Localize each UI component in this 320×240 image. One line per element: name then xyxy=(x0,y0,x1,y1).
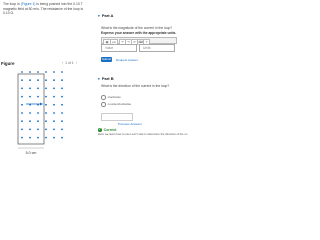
field-dot xyxy=(45,79,47,81)
submitted-answer-box xyxy=(101,113,133,121)
micro-mu-icon[interactable]: μA xyxy=(110,39,118,45)
field-dot xyxy=(37,88,39,90)
value-input[interactable] xyxy=(101,44,137,52)
figure-label: Figure xyxy=(1,61,15,66)
figure-pager xyxy=(62,61,77,65)
figure-link[interactable]: (Figure 1) xyxy=(20,2,36,6)
field-dot xyxy=(29,112,31,114)
part-b-header[interactable] xyxy=(98,76,114,81)
field-dot xyxy=(29,137,31,139)
field-dot xyxy=(21,104,23,106)
field-dot xyxy=(53,71,55,73)
redo-icon[interactable]: ↷ xyxy=(125,39,132,45)
field-dot xyxy=(21,120,23,122)
field-dot xyxy=(21,79,23,81)
collapse-caret-icon: ▾ xyxy=(98,76,100,81)
part-b-title: Part B xyxy=(101,76,114,81)
radio-icon[interactable] xyxy=(101,95,106,100)
figure-pager-text: 1 of 1 xyxy=(65,61,74,65)
wire-loop xyxy=(18,74,44,144)
field-dot xyxy=(37,137,39,139)
option-clockwise[interactable] xyxy=(101,95,121,100)
dimension-label: 5.0 cm xyxy=(25,151,37,155)
undo-icon[interactable]: ↶ xyxy=(119,39,126,45)
part-a-header[interactable] xyxy=(98,13,113,18)
option-label: counterclockwise xyxy=(107,102,132,107)
keyboard-icon[interactable]: ⌨ xyxy=(138,39,143,44)
part-a-title: Part A xyxy=(101,13,114,18)
field-dot xyxy=(29,120,31,122)
field-dot xyxy=(37,79,39,81)
field-dot xyxy=(21,129,23,131)
field-dot xyxy=(45,129,47,131)
previous-answers-link[interactable]: Previous Answers xyxy=(118,122,142,126)
field-dot xyxy=(53,96,55,98)
field-dot xyxy=(61,129,63,131)
prev-figure-icon[interactable]: ‹ xyxy=(62,61,64,65)
field-dot xyxy=(45,96,47,98)
result-feedback xyxy=(98,128,200,136)
field-dot xyxy=(37,71,39,73)
field-dot xyxy=(21,88,23,90)
field-dot xyxy=(37,96,39,98)
field-dot xyxy=(53,88,55,90)
field-dot xyxy=(45,137,47,139)
units-input[interactable] xyxy=(139,44,175,52)
problem-statement xyxy=(3,2,85,16)
option-counterclockwise[interactable] xyxy=(101,102,131,107)
field-dot xyxy=(61,88,63,90)
submit-button[interactable]: Submit xyxy=(101,57,112,61)
part-b-question: What is the direction of the current in the loop? xyxy=(101,84,170,88)
next-figure-icon[interactable]: › xyxy=(75,61,77,65)
field-dot xyxy=(45,112,47,114)
field-dot xyxy=(61,96,63,98)
problem-text-end: is being pushed into the 0.10 T magnetic field at 50 m/s. The resistance of the loop is 0.10 Ω. xyxy=(3,2,84,15)
part-a-instruction: Express your answer with the appropriate units. xyxy=(101,31,177,35)
problem-text-start: The loop in xyxy=(3,2,20,6)
part-a-question: What is the magnitude of the current in the loop? xyxy=(101,26,173,30)
field-dot xyxy=(61,71,63,73)
field-dot xyxy=(29,79,31,81)
checkmark-icon: ✓ xyxy=(98,127,101,132)
field-dot xyxy=(21,71,23,73)
template-icon[interactable]: ▣ xyxy=(103,39,111,45)
velocity-arrowhead xyxy=(40,103,43,106)
collapse-caret-icon: ▾ xyxy=(98,13,100,18)
radio-icon[interactable] xyxy=(101,102,106,107)
field-dot xyxy=(21,96,23,98)
magnetic-field-dots xyxy=(21,71,63,138)
units-placeholder: Units xyxy=(143,46,151,50)
help-icon[interactable]: ? xyxy=(143,39,150,45)
field-dot xyxy=(29,96,31,98)
field-dot xyxy=(61,137,63,139)
field-dot xyxy=(21,137,23,139)
field-dot xyxy=(45,104,47,106)
field-dot xyxy=(45,88,47,90)
field-dot xyxy=(53,129,55,131)
loop-figure xyxy=(16,66,72,156)
result-message: Here we learn how to use Lenz's law to determine the direction of the cu xyxy=(98,132,188,136)
field-dot xyxy=(53,79,55,81)
field-dot xyxy=(37,129,39,131)
field-dot xyxy=(61,104,63,106)
field-dot xyxy=(53,112,55,114)
field-dot xyxy=(61,79,63,81)
reset-icon[interactable]: ⟳ xyxy=(131,39,138,45)
field-dot xyxy=(21,112,23,114)
result-label: Correct xyxy=(103,128,117,132)
field-dot xyxy=(29,88,31,90)
value-placeholder: Value xyxy=(105,46,114,50)
field-dot xyxy=(45,120,47,122)
field-dot xyxy=(53,120,55,122)
math-toolbar xyxy=(101,37,177,44)
field-dot xyxy=(29,129,31,131)
field-dot xyxy=(37,112,39,114)
field-dot xyxy=(45,71,47,73)
field-dot xyxy=(61,120,63,122)
field-dot xyxy=(37,120,39,122)
field-dot xyxy=(29,71,31,73)
field-dot xyxy=(53,137,55,139)
option-label: clockwise xyxy=(107,95,121,100)
field-dot xyxy=(61,112,63,114)
field-dot xyxy=(53,104,55,106)
request-answer-link[interactable]: Request Answer xyxy=(116,57,138,62)
